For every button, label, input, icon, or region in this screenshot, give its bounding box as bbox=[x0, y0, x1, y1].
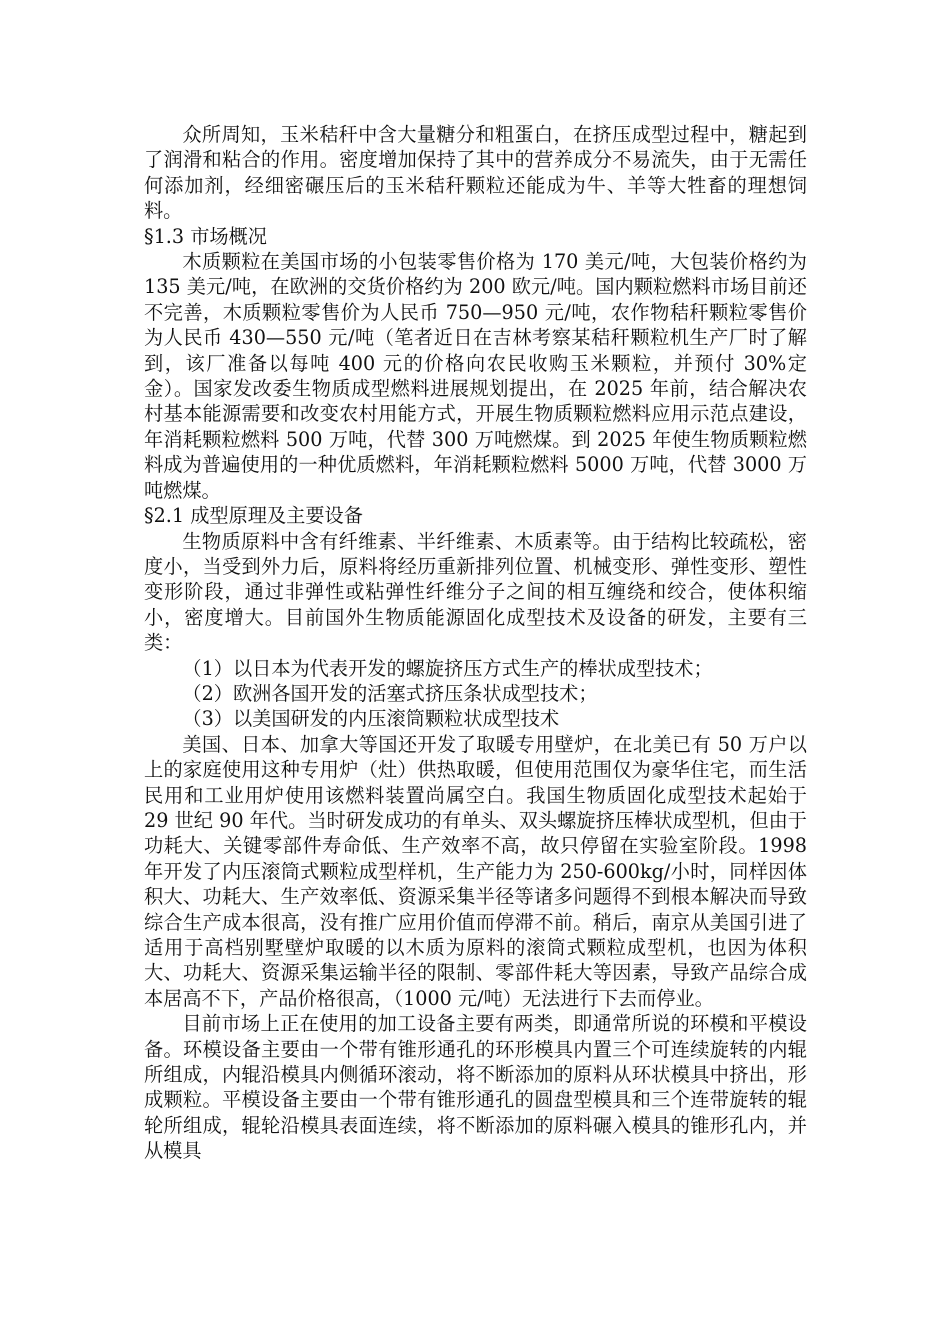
section-heading-market-overview: §1.3 市场概况 bbox=[144, 224, 267, 248]
paragraph-market-prices: 木质颗粒在美国市场的小包装零售价格为 170 美元/吨，大包装价格约为 135 美元/吨，在欧洲的交货价格约为 200 欧元/吨。国内颗粒燃料市场目前还不完善，木质颗粒零售价为人民币 750—950 元/吨，农作物秸秆颗粒零售价为人民币 430—550 元/吨（笔者近日在吉林考察某秸秆颗粒机生产厂时了解到，该厂准备以每吨 400 元的价格向农民收购玉米颗粒，并预付 30%定金）。国家发改委生物质成型燃料进展规划提出，在 2025 年前，结合解决农村基本能源需要和改变农村用能方式，开展生物质颗粒燃料应用示范点建设，年消耗颗粒燃料 500 万吨，代替 300 万吨燃煤。到 2025 年使生物质颗粒燃料成为普遍使用的一种优质燃料，年消耗颗粒燃料 5000 万吨，代替 3000 万吨燃煤。 bbox=[144, 250, 807, 502]
paragraph-forming-principle: 生物质原料中含有纤维素、半纤维素、木质素等。由于结构比较疏松，密度小，当受到外力后，原料将经历重新排列位置、机械变形、弹性变形、塑性变形阶段，通过非弹性或粘弹性纤维分子之间的相互缠绕和绞合，使体积缩小，密度增大。目前国外生物质能源固化成型技术及设备的研发，主要有三类： bbox=[144, 529, 807, 655]
document-page bbox=[144, 122, 807, 1164]
list-item-japan-screw: （1）以日本为代表开发的螺旋挤压方式生产的棒状成型技术； bbox=[182, 656, 713, 680]
list-item-usa-roller: （3）以美国研发的内压滚筒颗粒状成型技术 bbox=[182, 707, 560, 731]
paragraph-equipment-types: 目前市场上正在使用的加工设备主要有两类，即通常所说的环模和平模设备。环模设备主要由一个带有锥形通孔的环形模具内置三个可连续旋转的内辊所组成，内辊沿模具内侧循环滚动，将不断添加的原料从环状模具中挤出，形成颗粒。平模设备主要由一个带有锥形通孔的圆盘型模具和三个连带旋转的辊轮所组成，辊轮沿模具表面连续，将不断添加的原料碾入模具的锥形孔内，并从模具 bbox=[144, 1012, 807, 1163]
paragraph-corn-straw-feed: 众所周知，玉米秸秆中含大量糖分和粗蛋白，在挤压成型过程中，糖起到了润滑和粘合的作用。密度增加保持了其中的营养成分不易流失，由于无需任何添加剂，经细密碾压后的玉米秸秆颗粒还能成为牛、羊等大牲畜的理想饲料。 bbox=[144, 123, 807, 223]
paragraph-domestic-history: 美国、日本、加拿大等国还开发了取暖专用壁炉，在北美已有 50 万户以上的家庭使用这种专用炉（灶）供热取暖，但使用范围仅为豪华住宅，而生活民用和工业用炉使用该燃料装置尚属空白。我国生物质固化成型技术起始于 29 世纪 90 年代。当时研发成功的有单头、双头螺旋挤压棒状成型机，但由于功耗大、关键零部件寿命低、生产效率不高，故只停留在实验室阶段。1998 年开发了内压滚筒式颗粒成型样机，生产能力为 250-600kg/小时，同样因体积大、功耗大、生产效率低、资源采集半径等诸多问题得不到根本解决而导致综合生产成本很高，没有推广应用价值而停滞不前。稍后，南京从美国引进了适用于高档别墅壁炉取暖的以木质为原料的滚筒式颗粒成型机，也因为体积大、功耗大、资源采集运输半径的限制、零部件耗大等因素，导致产品综合成本居高不下，产品价格很高，（1000 元/吨）无法进行下去而停业。 bbox=[144, 732, 807, 1010]
section-heading-forming-principle: §2.1 成型原理及主要设备 bbox=[144, 504, 363, 528]
list-item-europe-piston: （2）欧洲各国开发的活塞式挤压条状成型技术； bbox=[182, 681, 598, 705]
